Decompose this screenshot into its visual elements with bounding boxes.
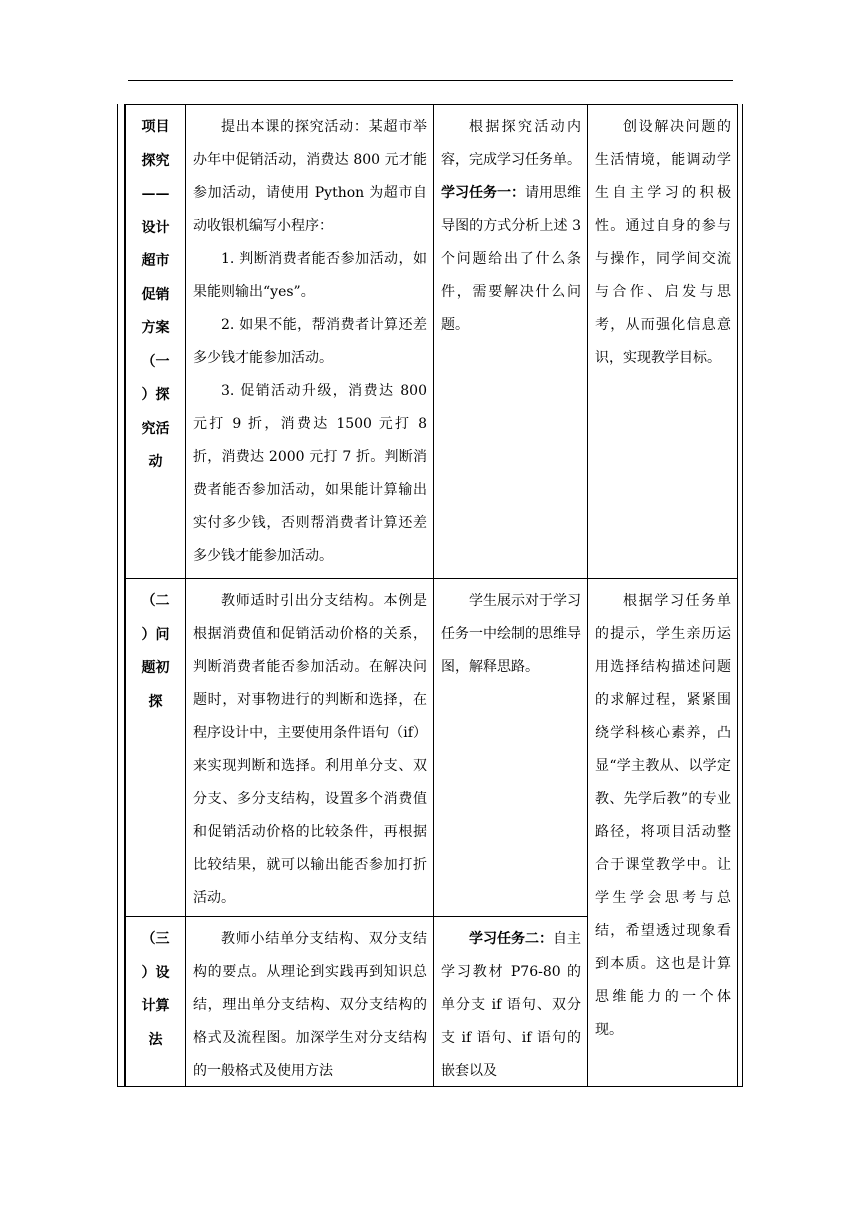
stage-line: 设计	[141, 219, 170, 236]
stage-cell-problem-exploration	[125, 578, 185, 916]
table-left-margin-strip	[117, 104, 125, 1087]
stage-line: 方案	[141, 320, 170, 336]
inquiry-item-2: 2. 如果不能，帮消费者计算还差多少钱才能参加活动。	[193, 317, 427, 366]
teacher-activity-text: 教师适时引出分支结构。本例是根据消费值和促销活动价格的关系，判断消费者能否参加活动。在解决问题时，对事物进行的判断和选择，在程序设计中，主要使用条件语句（if）来实现判断和选择。利用单分支、双分支、多分支结构，设置多个消费值和促销活动价格的比较条件，再根据比较结果，就可以输出能否参加打折活动。	[193, 593, 427, 906]
teacher-activity-cell-row1	[185, 104, 433, 578]
learning-task-2-label: 学习任务二：	[469, 931, 553, 947]
learning-task-2	[441, 923, 581, 1088]
stage-line: ——	[141, 186, 170, 202]
table-bottom-border	[117, 1086, 743, 1087]
design-intent-cell-row2	[587, 578, 737, 1087]
inquiry-item-1: 1. 判断消费者能否参加活动，如果能则输出“yes”。	[193, 251, 427, 300]
stage-line: （二	[141, 593, 170, 609]
student-activity-cell-row2	[433, 578, 587, 916]
stage-cell-project-inquiry	[125, 104, 185, 578]
stage-line: 动	[148, 454, 163, 470]
lesson-plan-table	[117, 104, 743, 1087]
stage-line: ）问	[141, 626, 170, 643]
design-intent-text: 创设解决问题的生活情境，能调动学生自主学习的积极性。通过自身的参与与操作，同学间交流与合作、启发与思考，从而强化信息意识，实现教学目标。	[595, 119, 731, 366]
table-column-edge	[737, 104, 738, 1087]
stage-line: 促销	[141, 286, 170, 303]
learning-task-1-text: 请用思维导图的方式分析上述 3 个问题给出了什么条件，需要解决什么问题。	[441, 185, 581, 333]
student-activity-cell-row3	[433, 916, 587, 1087]
teacher-activity-cell-row2	[185, 578, 433, 916]
learning-task-1-label: 学习任务一：	[441, 185, 525, 201]
stage-line: 超市	[141, 253, 170, 269]
stage-line: 项目	[141, 119, 170, 135]
learning-task-1	[441, 177, 581, 342]
stage-line: 探究	[141, 152, 170, 169]
inquiry-item-3: 3. 促销活动升级，消费达 800 元打 9 折，消费达 1500 元打 8 折，消费达 2000 元打 7 折。判断消费者能否参加活动，如果能计算输出实付多少钱，否则帮消费者计算还差多少钱才能参加活动。	[193, 383, 427, 564]
teacher-activity-text: 教师小结单分支结构、双分支结构的要点。从理论到实践再到知识总结，理出单分支结构、双分支结构的格式及流程图。加深学生对分支结构的一般格式及使用方法	[193, 931, 427, 1079]
design-intent-text: 根据学习任务单的提示，学生亲历运用选择结构描述问题的求解过程，紧紧围绕学科核心素养，凸显“学主教从、以学定教、先学后教”的专业路径，将项目活动整合于课堂教学中。让学生学会思考与总结，希望透过现象看到本质。这也是计算思维能力的一个体现。	[595, 593, 731, 1038]
inquiry-intro: 提出本课的探究活动：某超市举办年中促销活动，消费达 800 元才能参加活动，请使用 Python 为超市自动收银机编写小程序：	[193, 119, 427, 234]
stage-line: 究活	[141, 420, 170, 437]
stage-line: （三	[141, 931, 170, 947]
stage-line: ）设	[141, 964, 170, 981]
stage-line: ）探	[141, 387, 170, 403]
stage-cell-algorithm-design	[125, 916, 185, 1087]
stage-line: 探	[148, 693, 163, 710]
design-intent-cell-row1	[587, 104, 737, 578]
page-header-rule	[128, 80, 733, 81]
student-activity-text: 学生展示对于学习任务一中绘制的思维导图，解释思路。	[441, 593, 581, 675]
student-activity-text: 根据探究活动内容，完成学习任务单。	[441, 119, 581, 168]
stage-line: 法	[148, 1031, 163, 1048]
stage-line: 题初	[141, 660, 170, 676]
learning-task-2-text: 自主学习教材 P76-80 的单分支 if 语句、双分支 if 语句、if 语句的嵌套以及	[441, 931, 581, 1079]
stage-line: 计算	[141, 998, 170, 1014]
teacher-activity-cell-row3	[185, 916, 433, 1087]
student-activity-cell-row1	[433, 104, 587, 578]
stage-line: （一	[141, 353, 170, 370]
